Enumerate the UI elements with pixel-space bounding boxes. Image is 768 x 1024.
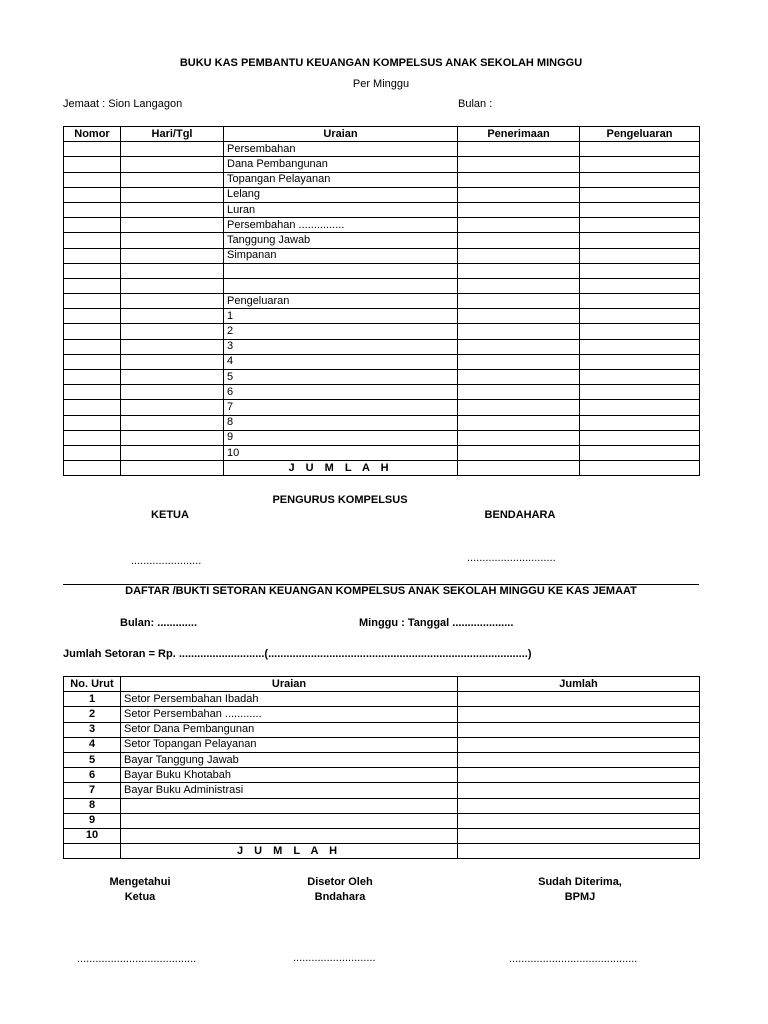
nomor-cell [64,172,121,187]
kas-table-row [64,430,700,445]
setoran-table-row [64,722,700,737]
setoran-minggu: Minggu : Tanggal .................... [359,617,514,629]
penerimaan-cell [458,400,580,415]
kas-table-row [64,263,700,278]
nomor-cell [64,202,121,217]
header-uraian: Uraian [121,677,458,692]
penerimaan-cell [458,415,580,430]
kas-table-row [64,445,700,460]
kas-table-row [64,400,700,415]
penerimaan-cell [458,324,580,339]
uraian-cell: 4 [224,354,458,369]
header-no-urut: No. Urut [64,677,121,692]
jumlah-cell [458,813,700,828]
pengeluaran-cell [580,278,700,293]
nomor-cell [64,294,121,309]
hari-tgl-cell [121,461,224,476]
ketua-signature-line: ....................... [131,555,202,567]
no-urut-cell: 2 [64,707,121,722]
penerimaan-cell [458,233,580,248]
uraian-cell: Pengeluaran [224,294,458,309]
total-label: J U M L A H [121,844,458,859]
jumlah-setoran: Jumlah Setoran = Rp. ............................(.....................................................................................) [63,648,532,660]
nomor-cell [64,339,121,354]
ketua-label: KETUA [151,509,189,521]
penerimaan-cell [458,263,580,278]
uraian-cell: Simpanan [224,248,458,263]
hari-tgl-cell [121,248,224,263]
uraian-cell [121,828,458,843]
uraian-cell: Topangan Pelayanan [224,172,458,187]
kas-table-row [64,218,700,233]
header-jumlah: Jumlah [458,677,700,692]
hari-tgl-cell [121,415,224,430]
kas-table-row [64,309,700,324]
hari-tgl-cell [121,157,224,172]
pengeluaran-cell [580,309,700,324]
disetor-oleh-label: Disetor Oleh [307,876,373,888]
kas-table-row [64,324,700,339]
kas-table-row [64,248,700,263]
pengeluaran-cell [580,415,700,430]
bendahara-signature-line: ............................. [467,552,556,564]
hari-tgl-cell [121,354,224,369]
uraian-cell: Setor Topangan Pelayanan [121,737,458,752]
mengetahui-signature-line: ....................................... [77,953,197,965]
hari-tgl-cell [121,263,224,278]
uraian-cell: 3 [224,339,458,354]
hari-tgl-cell [121,218,224,233]
penerimaan-cell [458,430,580,445]
jumlah-total [458,844,700,859]
penerimaan-cell [458,294,580,309]
kas-table-row [64,385,700,400]
uraian-cell: Luran [224,202,458,217]
jumlah-cell [458,783,700,798]
no-urut-cell: 4 [64,737,121,752]
uraian-cell [224,278,458,293]
penerimaan-cell [458,157,580,172]
uraian-cell: 1 [224,309,458,324]
nomor-cell [64,218,121,233]
nomor-cell [64,187,121,202]
uraian-cell: 10 [224,445,458,460]
no-urut-cell: 8 [64,798,121,813]
nomor-cell [64,263,121,278]
pengeluaran-cell [580,157,700,172]
penerimaan-cell [458,248,580,263]
uraian-cell [121,798,458,813]
kas-table-row [64,370,700,385]
penerimaan-cell [458,445,580,460]
nomor-cell [64,370,121,385]
uraian-cell: 7 [224,400,458,415]
penerimaan-cell [458,339,580,354]
pengeluaran-cell [580,324,700,339]
no-urut-cell: 6 [64,768,121,783]
no-urut-cell: 10 [64,828,121,843]
hari-tgl-cell [121,339,224,354]
jumlah-cell [458,752,700,767]
setoran-table-row [64,783,700,798]
hari-tgl-cell [121,324,224,339]
kas-table-row [64,354,700,369]
header-nomor: Nomor [64,127,121,142]
sudah-diterima-label: Sudah Diterima, [538,876,622,888]
kas-table-row [64,339,700,354]
uraian-cell: Bayar Tanggung Jawab [121,752,458,767]
pengeluaran-cell [580,172,700,187]
penerimaan-cell [458,187,580,202]
penerimaan-cell [458,142,580,157]
disetor-signature-line: ........................... [293,952,376,964]
nomor-cell [64,385,121,400]
kas-table-row [64,157,700,172]
pengeluaran-cell [580,445,700,460]
kas-table-row [64,202,700,217]
uraian-cell: Setor Persembahan Ibadah [121,692,458,707]
uraian-cell: Setor Persembahan ............ [121,707,458,722]
setoran-bulan: Bulan: ............. [120,617,198,629]
penerimaan-cell [458,385,580,400]
total-label: J U M L A H [224,461,458,476]
document-title: BUKU KAS PEMBANTU KEUANGAN KOMPELSUS ANAK SEKOLAH MINGGU [179,57,583,69]
penerimaan-cell [458,309,580,324]
penerimaan-cell [458,370,580,385]
jumlah-cell [458,707,700,722]
uraian-cell: Lelang [224,187,458,202]
pengeluaran-cell [580,218,700,233]
jumlah-cell [458,798,700,813]
kas-table-row [64,278,700,293]
pengurus-label: PENGURUS KOMPELSUS [272,494,408,506]
hari-tgl-cell [121,430,224,445]
setoran-table [63,676,700,859]
jumlah-cell [458,692,700,707]
bpmj-label: BPMJ [564,891,596,903]
nomor-cell [64,157,121,172]
jumlah-cell [458,828,700,843]
setoran-title: DAFTAR /BUKTI SETORAN KEUANGAN KOMPELSUS ANAK SEKOLAH MINGGU KE KAS JEMAAT [125,585,637,597]
setoran-table-row [64,737,700,752]
uraian-cell: 8 [224,415,458,430]
pengeluaran-cell [580,430,700,445]
hari-tgl-cell [121,202,224,217]
kas-table-total-row [64,461,700,476]
nomor-cell [64,445,121,460]
hari-tgl-cell [121,309,224,324]
pengeluaran-cell [580,187,700,202]
pengeluaran-cell [580,370,700,385]
pengeluaran-cell [580,294,700,309]
document-subtitle: Per Minggu [352,78,410,90]
nomor-cell [64,324,121,339]
pengeluaran-cell [580,248,700,263]
hari-tgl-cell [121,278,224,293]
uraian-cell: Persembahan ............... [224,218,458,233]
penerimaan-total [458,461,580,476]
no-urut-cell: 9 [64,813,121,828]
pengeluaran-cell [580,400,700,415]
uraian-cell: 9 [224,430,458,445]
jumlah-cell [458,737,700,752]
no-urut-cell: 5 [64,752,121,767]
nomor-cell [64,430,121,445]
setoran-table-header [64,677,700,692]
jumlah-cell [458,722,700,737]
penerimaan-cell [458,172,580,187]
bendahara-label: BENDAHARA [484,509,556,521]
uraian-cell: 6 [224,385,458,400]
hari-tgl-cell [121,385,224,400]
penerimaan-cell [458,354,580,369]
hari-tgl-cell [121,400,224,415]
nomor-cell [64,233,121,248]
pengeluaran-cell [580,233,700,248]
no-urut-cell: 1 [64,692,121,707]
nomor-cell [64,415,121,430]
mengetahui-label: Mengetahui [109,876,171,888]
uraian-cell: Persembahan [224,142,458,157]
bendahara-label-2: Bndahara [314,891,366,903]
jumlah-cell [458,768,700,783]
setoran-table-row [64,828,700,843]
kas-table [63,126,700,476]
setoran-table-row [64,707,700,722]
setoran-table-row [64,752,700,767]
pengeluaran-cell [580,202,700,217]
hari-tgl-cell [121,370,224,385]
kas-table-row [64,187,700,202]
header-penerimaan: Penerimaan [458,127,580,142]
hari-tgl-cell [121,142,224,157]
nomor-cell [64,248,121,263]
kas-table-row [64,294,700,309]
hari-tgl-cell [121,294,224,309]
hari-tgl-cell [121,233,224,248]
nomor-cell [64,400,121,415]
hari-tgl-cell [121,187,224,202]
nomor-cell [64,142,121,157]
no-urut-cell: 3 [64,722,121,737]
setoran-table-row [64,813,700,828]
penerimaan-cell [458,278,580,293]
header-pengeluaran: Pengeluaran [580,127,700,142]
uraian-cell [224,263,458,278]
pengeluaran-cell [580,385,700,400]
uraian-cell: Tanggung Jawab [224,233,458,248]
uraian-cell: 2 [224,324,458,339]
diterima-signature-line: .......................................... [509,953,638,965]
uraian-cell: Bayar Buku Khotabah [121,768,458,783]
uraian-cell: Dana Pembangunan [224,157,458,172]
nomor-cell [64,354,121,369]
uraian-cell: 5 [224,370,458,385]
nomor-cell [64,278,121,293]
jemaat-label: Jemaat : Sion Langagon [63,98,183,110]
nomor-cell [64,461,121,476]
setoran-table-row [64,768,700,783]
pengeluaran-cell [580,142,700,157]
uraian-cell: Bayar Buku Administrasi [121,783,458,798]
hari-tgl-cell [121,172,224,187]
hari-tgl-cell [121,445,224,460]
header-uraian: Uraian [224,127,458,142]
uraian-cell: Setor Dana Pembangunan [121,722,458,737]
pengeluaran-cell [580,263,700,278]
setoran-table-total-row [64,844,700,859]
pengeluaran-total [580,461,700,476]
uraian-cell [121,813,458,828]
pengeluaran-cell [580,339,700,354]
no-urut-cell: 7 [64,783,121,798]
kas-table-row [64,415,700,430]
kas-table-row [64,172,700,187]
kas-table-header [64,127,700,142]
kas-table-row [64,233,700,248]
nomor-cell [64,309,121,324]
no-urut-cell [64,844,121,859]
pengeluaran-cell [580,354,700,369]
ketua-label-2: Ketua [124,891,156,903]
kas-table-row [64,142,700,157]
penerimaan-cell [458,218,580,233]
bulan-label: Bulan : [458,98,493,110]
setoran-table-row [64,692,700,707]
penerimaan-cell [458,202,580,217]
header-hari-tgl: Hari/Tgl [121,127,224,142]
setoran-table-row [64,798,700,813]
